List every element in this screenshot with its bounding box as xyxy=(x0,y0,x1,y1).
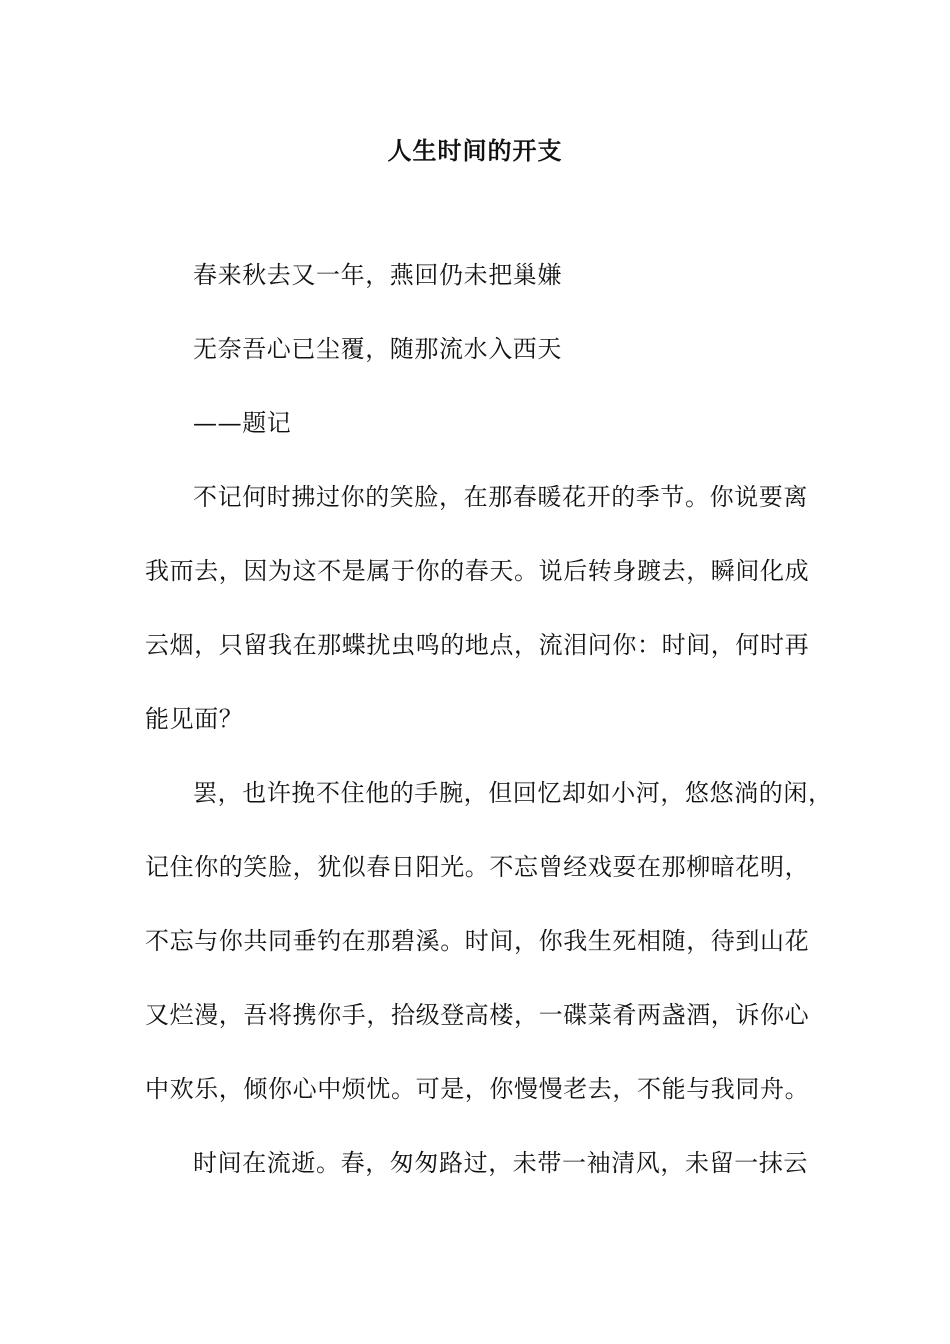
paragraph-line: 时间在流逝。春，匆匆路过，未带一袖清风，未留一抹云 xyxy=(193,1149,808,1177)
document-body xyxy=(145,257,833,1219)
paragraph-line: 能见面？ xyxy=(145,705,244,733)
paragraph-line: 我而去，因为这不是属于你的春天。说后转身踱去，瞬间化成 xyxy=(145,557,810,585)
paragraph-line: 不记何时拂过你的笑脸，在那春暖花开的季节。你说要离 xyxy=(193,483,808,511)
paragraph-line: 不忘与你共同垂钓在那碧溪。时间，你我生死相随，待到山花 xyxy=(145,927,810,955)
paragraph-line: 又烂漫，吾将携你手，拾级登高楼，一碟菜肴两盏酒，诉你心 xyxy=(145,1001,810,1029)
paragraph-line: 记住你的笑脸，犹似春日阳光。不忘曾经戏耍在那柳暗花明， xyxy=(145,853,810,881)
document-title: 人生时间的开支 xyxy=(387,137,563,165)
epigraph-attribution: ——题记 xyxy=(193,409,292,437)
paragraph-line: 中欢乐，倾你心中烦忧。可是，你慢慢老去，不能与我同舟。 xyxy=(145,1075,810,1103)
poem-line: 无奈吾心已尘覆，随那流水入西天 xyxy=(193,335,562,363)
paragraph-line: 罢，也许挽不住他的手腕，但回忆却如小河，悠悠淌的闲， xyxy=(193,779,833,807)
paragraph-line: 云烟，只留我在那蝶扰虫鸣的地点，流泪问你：时间，何时再 xyxy=(145,631,810,659)
poem-line: 春来秋去又一年，燕回仍未把巢嫌 xyxy=(193,261,562,289)
